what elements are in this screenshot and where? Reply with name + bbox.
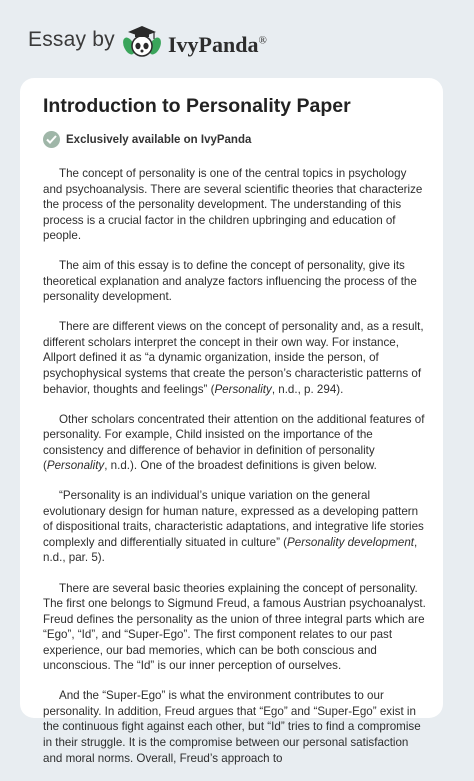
paragraph: The concept of personality is one of the central topics in psychology and psychoanalysis. There are several scientific theories that characterize the process of the personality development. The understanding of this process is a crucial factor in the children upbringing and education of people. [43,167,423,243]
check-circle-icon [43,131,60,148]
paragraph: There are different views on the concept of personality and, as a result, different scholars interpret the concept in their own way. For instance, Allport defined it as “a dynamic organization, inside the person, of psychophysical systems that create the person’s characteristic patterns of behavior, thoughts and feelings” (Personality, n.d., p. 294). [43,320,424,396]
page-title: Introduction to Personality Paper [43,95,351,117]
citation-title: Personality development [287,535,414,549]
citation-title: Personality [46,459,105,473]
exclusive-badge [43,131,251,148]
paragraph: There are several basic theories explaining the concept of personality. The first one belongs to Sigmund Freud, a famous Austrian psychoanalyst. Freud defines the personality as the union of three integral parts which are “Ego”, “Id”, and “Super-Ego”. The first component relates to our past experience, our bad memories, which can be both conscious and unconscious. The “Id” is our inner perception of ourselves. [43,581,426,673]
essay-by-label: Essay by [28,28,115,51]
citation-title: Personality [214,382,272,396]
panda-graduate-logo-icon [120,22,164,62]
paragraph: And the “Super-Ego” is what the environment contributes to our personality. In addition, Freud argues that “Ego” and “Super-Ego” exist in the continuous fight against each other, but “Id” tries to find a compromise in their struggle. It is the compromise between our personal satisfaction and moral norms. Overall, Freud’s approach to [43,689,421,765]
brand-name [168,32,267,58]
paragraph: Other scholars concentrated their attention on the additional features of personality. For example, Child insisted on the importance of the consistency and difference of behavior in definition of personality (Personality, n.d.). One of the broadest definitions is given below. [43,412,425,473]
paragraph: The aim of this essay is to define the concept of personality, give its theoretical explanation and analyze factors influencing the process of the personality development. [43,259,417,304]
site-header [0,0,474,82]
exclusive-text: Exclusively available on IvyPanda [66,133,252,146]
essay-card [20,78,443,765]
registered-mark: ® [258,34,267,47]
brand-text: IvyPanda [168,32,259,57]
block-quote: “Personality is an individual’s unique variation on the general evolutionary design for human nature, expressed as a developing pattern of dispositional traits, characteristic adaptations, and integrative life stories complexly and differentially situated in culture” (Personality development, n.d., par. 5). [43,489,424,565]
essay-body [43,166,426,781]
ivypanda-logo[interactable] [120,22,267,62]
